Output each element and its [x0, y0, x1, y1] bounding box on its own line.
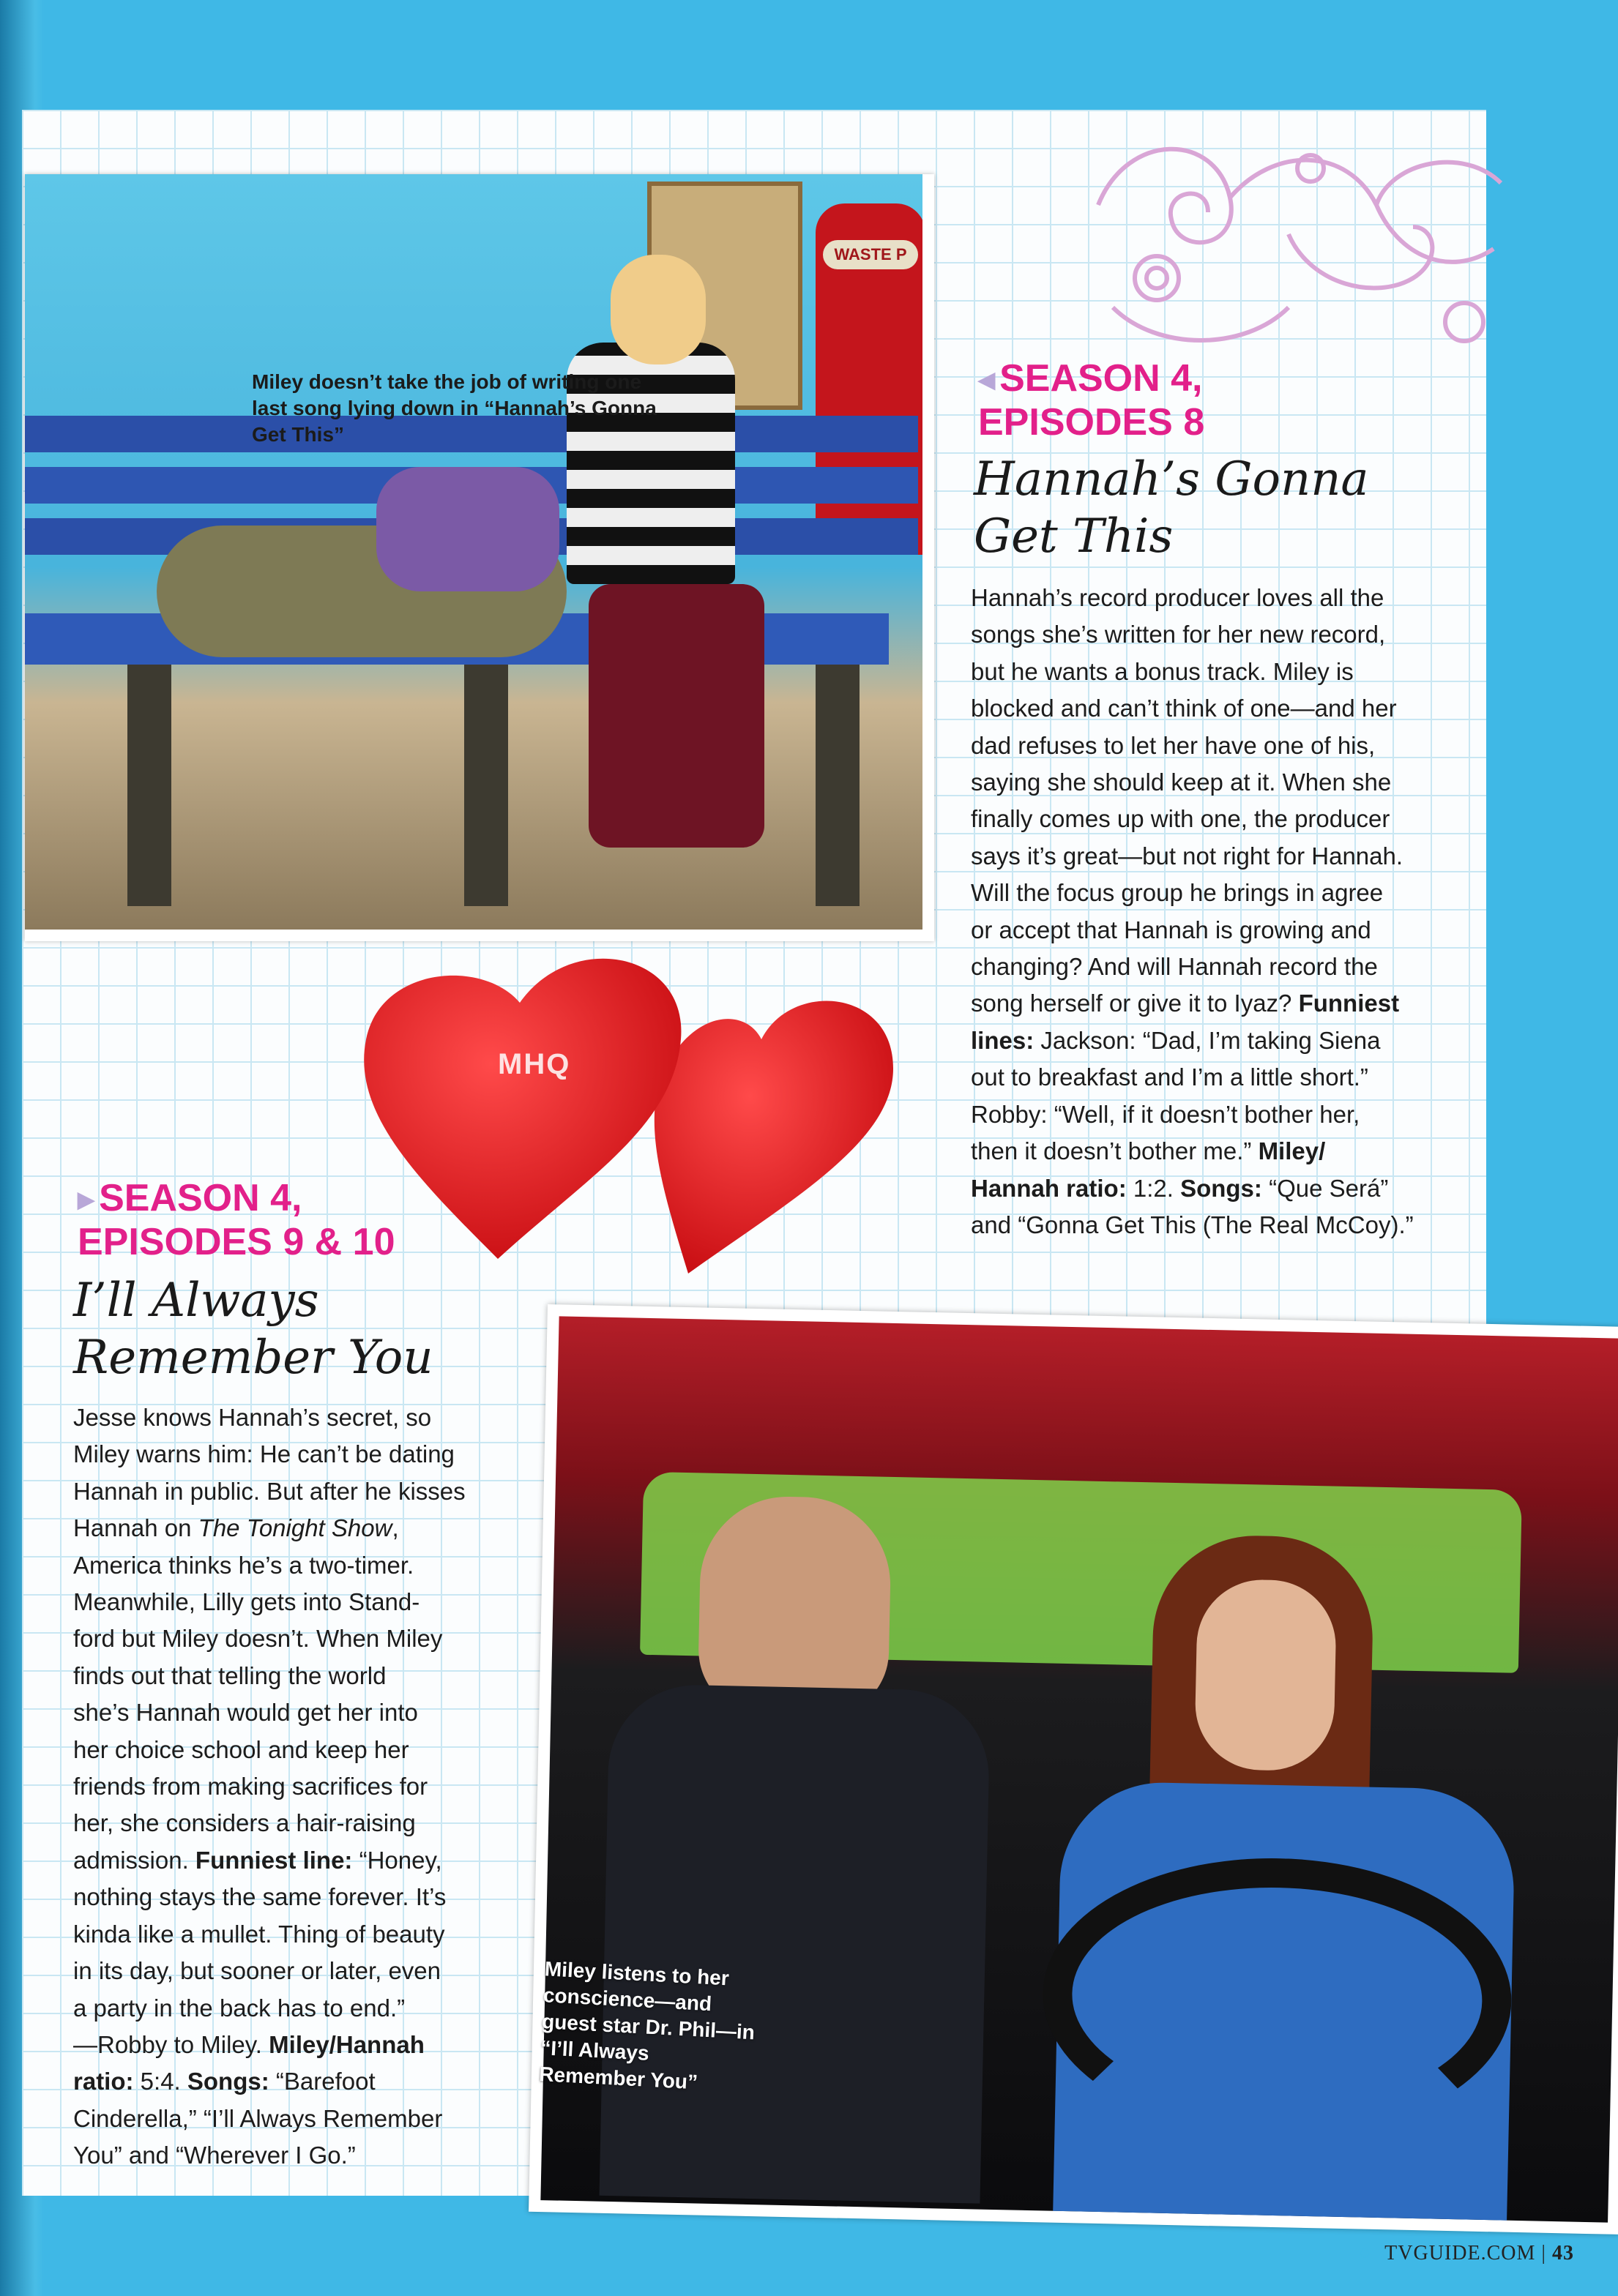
funniest-label: Funniest line:: [195, 1846, 353, 1874]
photo-top-caption: Miley doesn’t take the job of writing one last song lying down in “Hannah’s Gonna Get This”: [252, 370, 657, 446]
ratio-label: Miley/: [1258, 1137, 1326, 1165]
songs-label: Songs:: [187, 2068, 269, 2095]
body-line: then it doesn’t bother me.” Miley/: [971, 1137, 1326, 1165]
body-line: Hannah on The Tonight Show,: [73, 1514, 399, 1542]
section2-body: [73, 1399, 527, 2175]
body-line: in its day, but sooner or later, even: [73, 1957, 441, 1985]
purple-shirt: [376, 467, 559, 591]
body-line: out to breakfast and I’m a little short.”: [971, 1063, 1368, 1091]
section1-title-line2: Get This: [974, 509, 1174, 564]
section2-title-line1: I’ll Always: [73, 1274, 319, 1328]
body-line: Hannah’s record producer loves all the: [971, 584, 1384, 611]
body-line: ratio: 5:4. Songs: “Barefoot: [73, 2068, 376, 2095]
body-line: Meanwhile, Lilly gets into Stand-: [73, 1588, 420, 1616]
red-pants: [589, 584, 764, 848]
body-line: her, she considers a hair-raising: [73, 1809, 416, 1837]
section2-season-line1: SEASON 4,: [99, 1177, 302, 1219]
body-line: blocked and can’t think of one—and her: [971, 695, 1397, 722]
body-line: Jesse knows Hannah’s secret, so: [73, 1404, 432, 1431]
section1-episodes-heading: EPISODES 8: [978, 401, 1205, 444]
body-line: says it’s great—but not right for Hannah.: [971, 842, 1403, 870]
body-line: friends from making sacrifices for: [73, 1773, 428, 1800]
body-line: Cinderella,” “I’ll Always Remember: [73, 2104, 443, 2132]
body-line: finally comes up with one, the producer: [971, 805, 1390, 833]
footer-separator: |: [1541, 2242, 1546, 2265]
body-line: lines: Jackson: “Dad, I’m taking Siena: [971, 1026, 1381, 1054]
page-footer: [1358, 2242, 1574, 2265]
photo-bench-scene: [25, 174, 934, 941]
man-head: [697, 1495, 892, 1718]
body-line: —Robby to Miley. Miley/Hannah: [73, 2030, 425, 2058]
body-line: You” and “Wherever I Go.”: [73, 2142, 356, 2169]
section1-title-line1: Hannah’s Gonna: [974, 452, 1369, 506]
swirl-ornament: [1069, 117, 1523, 381]
section1-season-line1: SEASON 4,: [999, 357, 1203, 400]
body-line: changing? And will Hannah record the: [971, 953, 1378, 981]
footer-site: TVGUIDE.COM: [1384, 2242, 1536, 2265]
body-line: she’s Hannah would get her into: [73, 1699, 418, 1727]
man-suit: [600, 1683, 991, 2204]
body-line: dad refuses to let her have one of his,: [971, 731, 1376, 759]
blonde-head: [611, 255, 706, 364]
page-number: 43: [1552, 2242, 1574, 2265]
red-hearts-image: [351, 937, 937, 1288]
body-line: songs she’s written for her new record,: [971, 621, 1386, 648]
body-line: nothing stays the same forever. It’s: [73, 1883, 447, 1911]
ratio-label: Miley/Hannah: [269, 2030, 425, 2058]
body-line: admission. Funniest line: “Honey,: [73, 1846, 442, 1874]
show-title: The Tonight Show: [198, 1514, 392, 1542]
section1-body: [971, 580, 1469, 1244]
body-line: finds out that telling the world: [73, 1661, 387, 1689]
body-line: Robby: “Well, if it doesn’t bother her,: [971, 1100, 1360, 1128]
bin-sign: WASTE P: [823, 240, 918, 269]
watermark-logo: MHQ: [498, 1048, 571, 1080]
body-line: ford but Miley doesn’t. When Miley: [73, 1625, 443, 1653]
woman-face: [1194, 1579, 1337, 1772]
body-line: saying she should keep at it. When she: [971, 769, 1392, 796]
section2-title-line2: Remember You: [73, 1331, 433, 1385]
bench-leg: [127, 665, 171, 906]
songs-label: Songs:: [1180, 1174, 1262, 1202]
body-line: song herself or give it to Iyaz? Funniest: [971, 990, 1400, 1017]
bullet-icon: ○: [1358, 2242, 1372, 2265]
photo-bench-image: [25, 174, 922, 930]
triangle-right-icon: ▶: [78, 1188, 95, 1213]
section2-season-heading: [78, 1177, 302, 1222]
heart-right: [655, 1001, 893, 1274]
photo-bottom-caption: Miley listens to her conscience—and guest star Dr. Phil—in “I’ll Always Remember You”: [538, 1957, 756, 2094]
section2-episodes-heading: EPISODES 9 & 10: [78, 1221, 395, 1263]
body-line: but he wants a bonus track. Miley is: [971, 657, 1354, 685]
body-line: her choice school and keep her: [73, 1735, 409, 1763]
body-line: Miley warns him: He can’t be dating: [73, 1440, 455, 1468]
section1-season-heading: [978, 357, 1203, 402]
triangle-left-icon: ◀: [978, 368, 996, 393]
body-line: a party in the back has to end.”: [73, 1994, 406, 2022]
body-line: Hannah in public. But after he kisses: [73, 1477, 466, 1505]
body-line: Hannah ratio: 1:2. Songs: “Que Será”: [971, 1174, 1389, 1202]
heart-left: [364, 959, 681, 1259]
body-line: and “Gonna Get This (The Real McCoy).”: [971, 1211, 1414, 1238]
body-line: kinda like a mullet. Thing of beauty: [73, 1920, 445, 1948]
bench-leg: [816, 665, 860, 906]
body-line: or accept that Hannah is growing and: [971, 916, 1371, 943]
funniest-label: Funniest: [1298, 990, 1400, 1017]
body-line: America thinks he’s a two-timer.: [73, 1551, 414, 1579]
bench-leg: [464, 665, 508, 906]
body-line: Will the focus group he brings in agree: [971, 879, 1384, 907]
